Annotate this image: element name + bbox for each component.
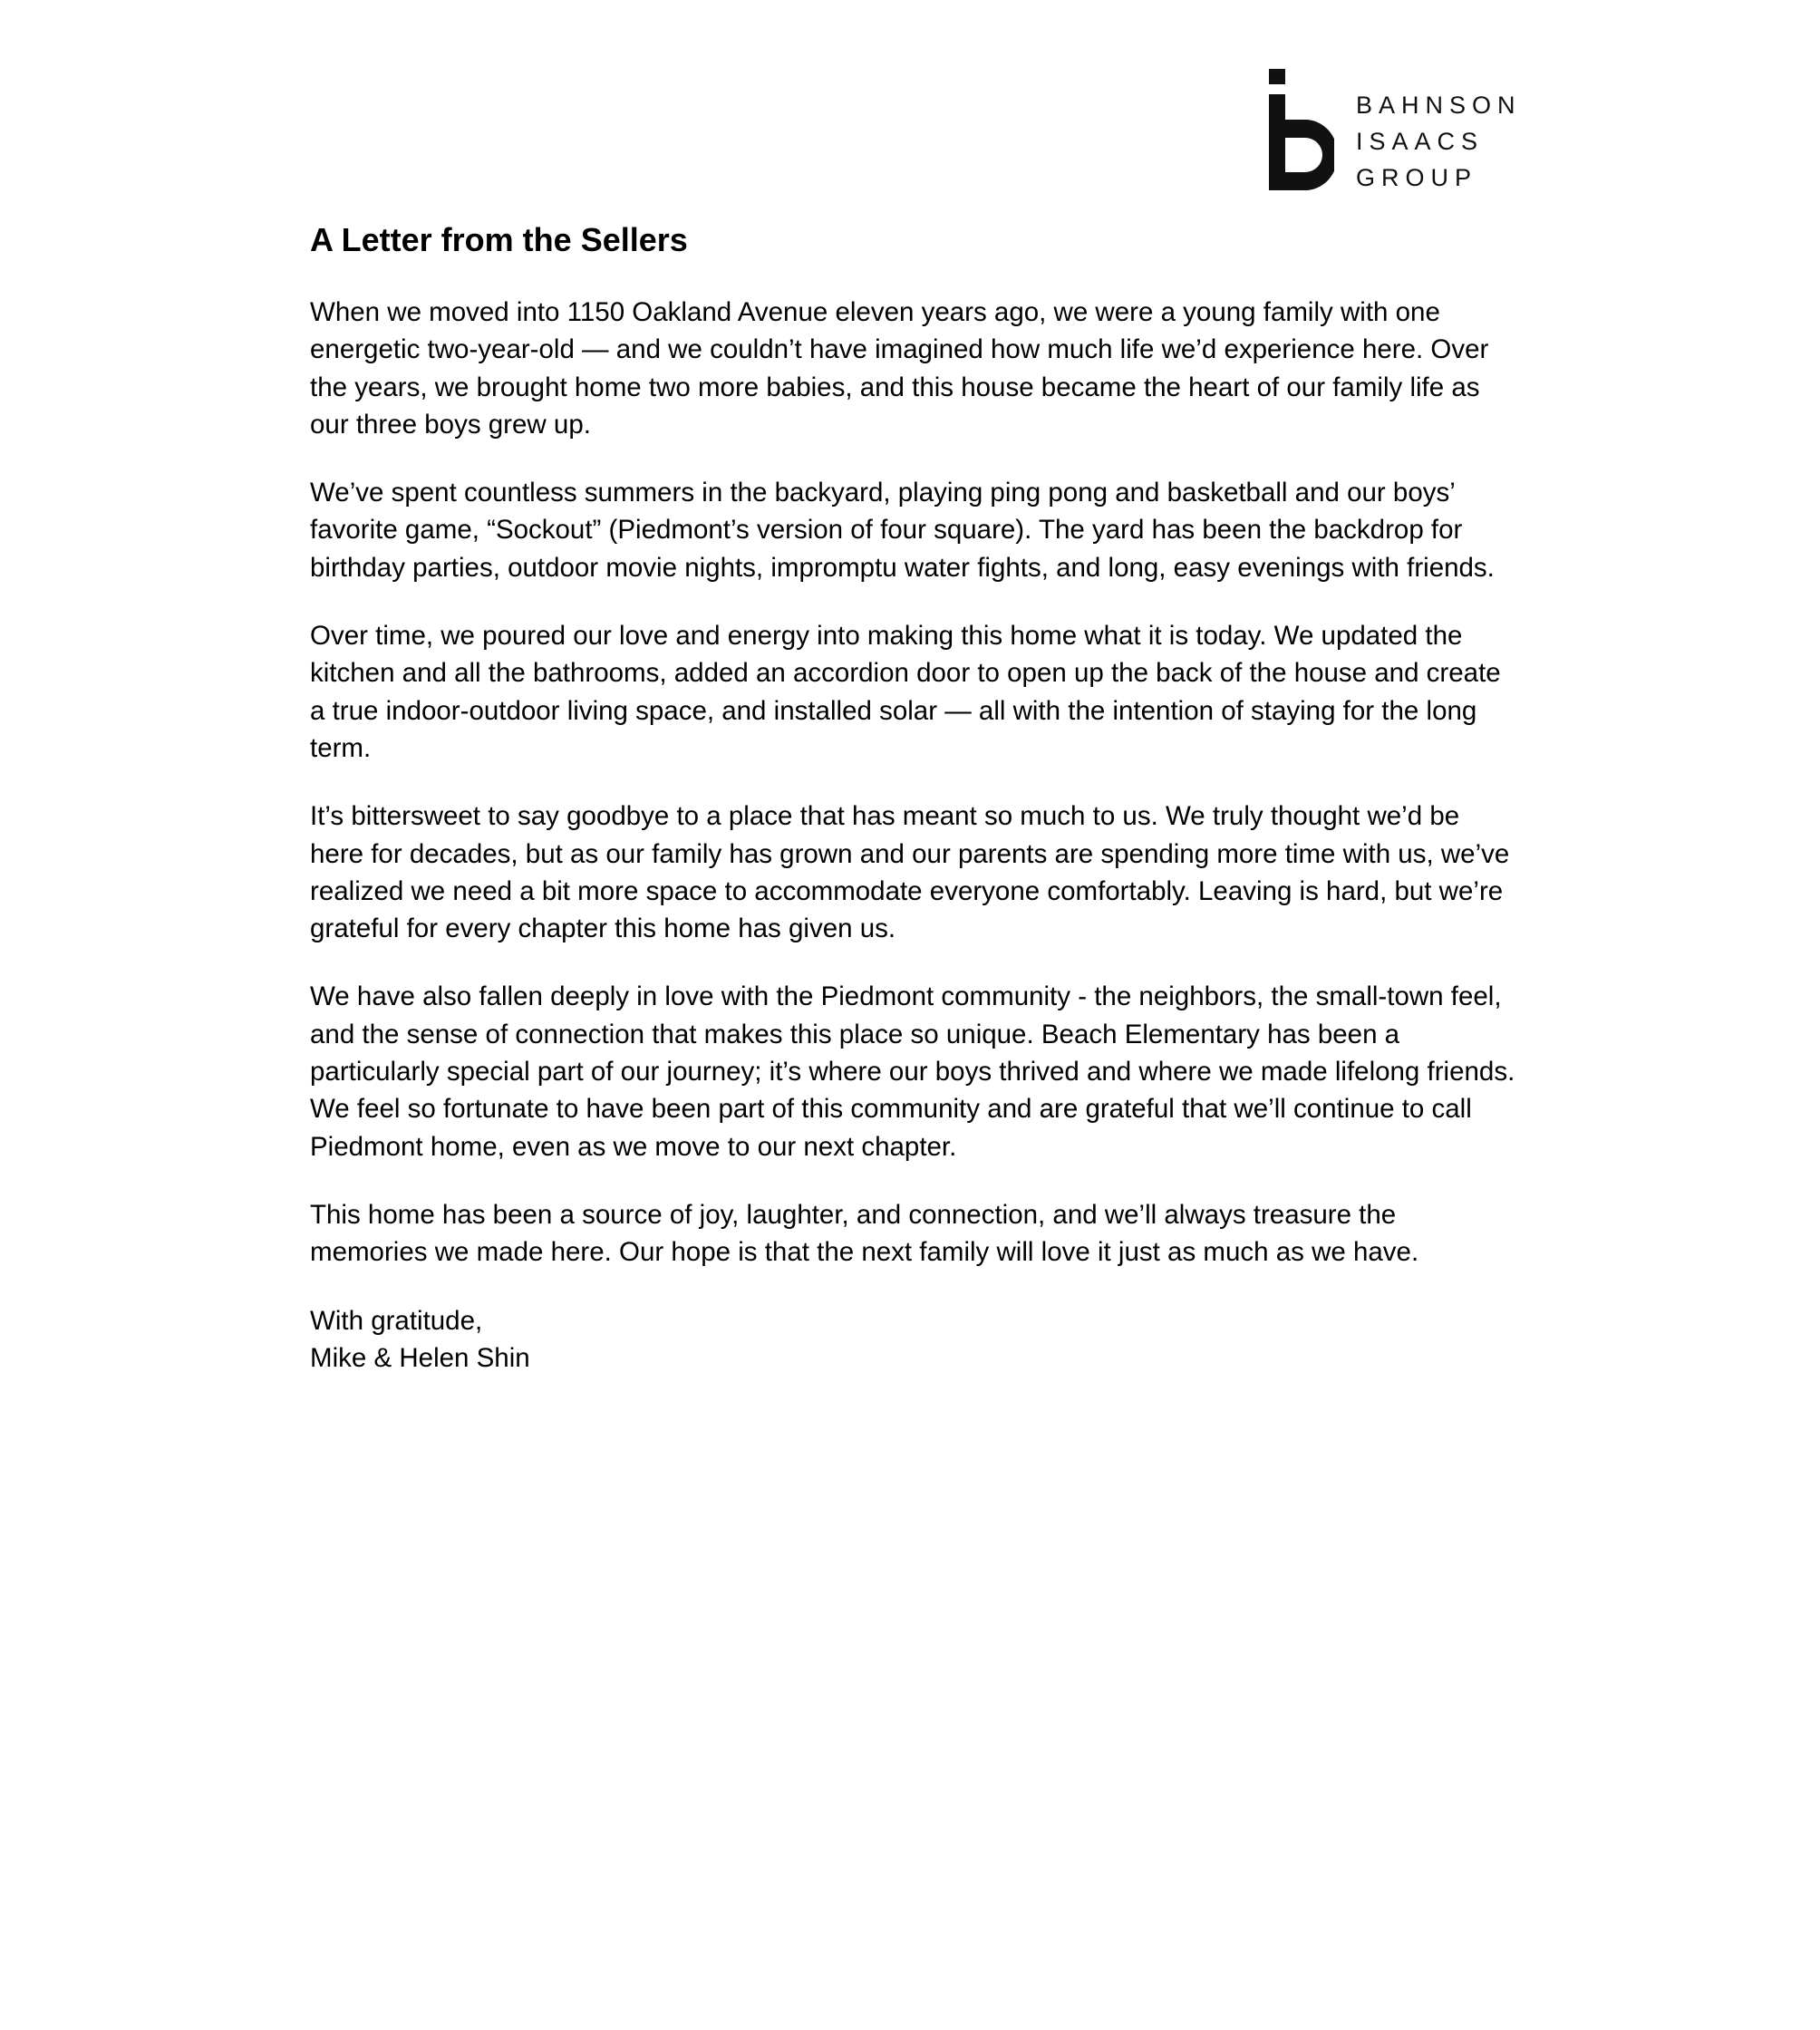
signature: Mike & Helen Shin [310, 1342, 530, 1373]
letter-paragraph-2: We’ve spent countless summers in the backyard, playing ping pong and basketball and our boys’ favorite game, “Sockout” (Piedmont’s version of four square). The yard has been the backdrop for birthday parties, outdoor movie nights, impromptu water fights, and long, easy evenings with friends. [310, 478, 1495, 583]
letter-paragraph-1: When we moved into 1150 Oakland Avenue eleven years ago, we were a young family with one energetic two-year-old — and we couldn’t have imagined how much life we’d experience here. Over the years, we brought home two more babies, and this house became the heart of our family life as our three boys grew up. [310, 297, 1489, 440]
letter-paragraph-5: We have also fallen deeply in love with the Piedmont community - the neighbors, the small-town feel, and the sense of connection that makes this place so unique. Beach Elementary has been a particularly special part of our journey; it’s where our boys thrived and where we made lifelong friends. We feel so fortunate to have been part of this community and are grateful that we’ll continue to call Piedmont home, even as we move to our next chapter. [310, 981, 1515, 1162]
seller-letter [310, 218, 1515, 1377]
logo-line-1: BAHNSON [1356, 92, 1522, 119]
letter-paragraph-6: This home has been a source of joy, laughter, and connection, and we’ll always treasure the memories we made here. Our hope is that the next family will love it just as much as we have. [310, 1199, 1419, 1268]
logo-wordmark [1356, 87, 1522, 196]
bahnson-isaacs-logo [1269, 69, 1522, 191]
letter-closing [310, 1302, 1515, 1378]
letter-paragraph-4: It’s bittersweet to say goodbye to a place that has meant so much to us. We truly thought we’d be here for decades, but as our family has grown and our parents are spending more time with us, we’ve realized we need a bit more space to accommodate everyone comfortably. Leaving is hard, but we’re grateful for every chapter this home has given us. [310, 801, 1510, 944]
logo-line-2: ISAACS [1356, 128, 1485, 155]
letter-title: A Letter from the Sellers [310, 221, 688, 258]
logo-b-icon [1269, 69, 1334, 190]
letter-paragraph-3: Over time, we poured our love and energy into making this home what it is today. We updated the kitchen and all the bathrooms, added an accordion door to open up the back of the house and create a true indoor-outdoor living space, and installed solar — all with the intention of staying for the long term. [310, 621, 1501, 763]
closing-line: With gratitude, [310, 1305, 483, 1336]
logo-line-3: GROUP [1356, 164, 1478, 191]
